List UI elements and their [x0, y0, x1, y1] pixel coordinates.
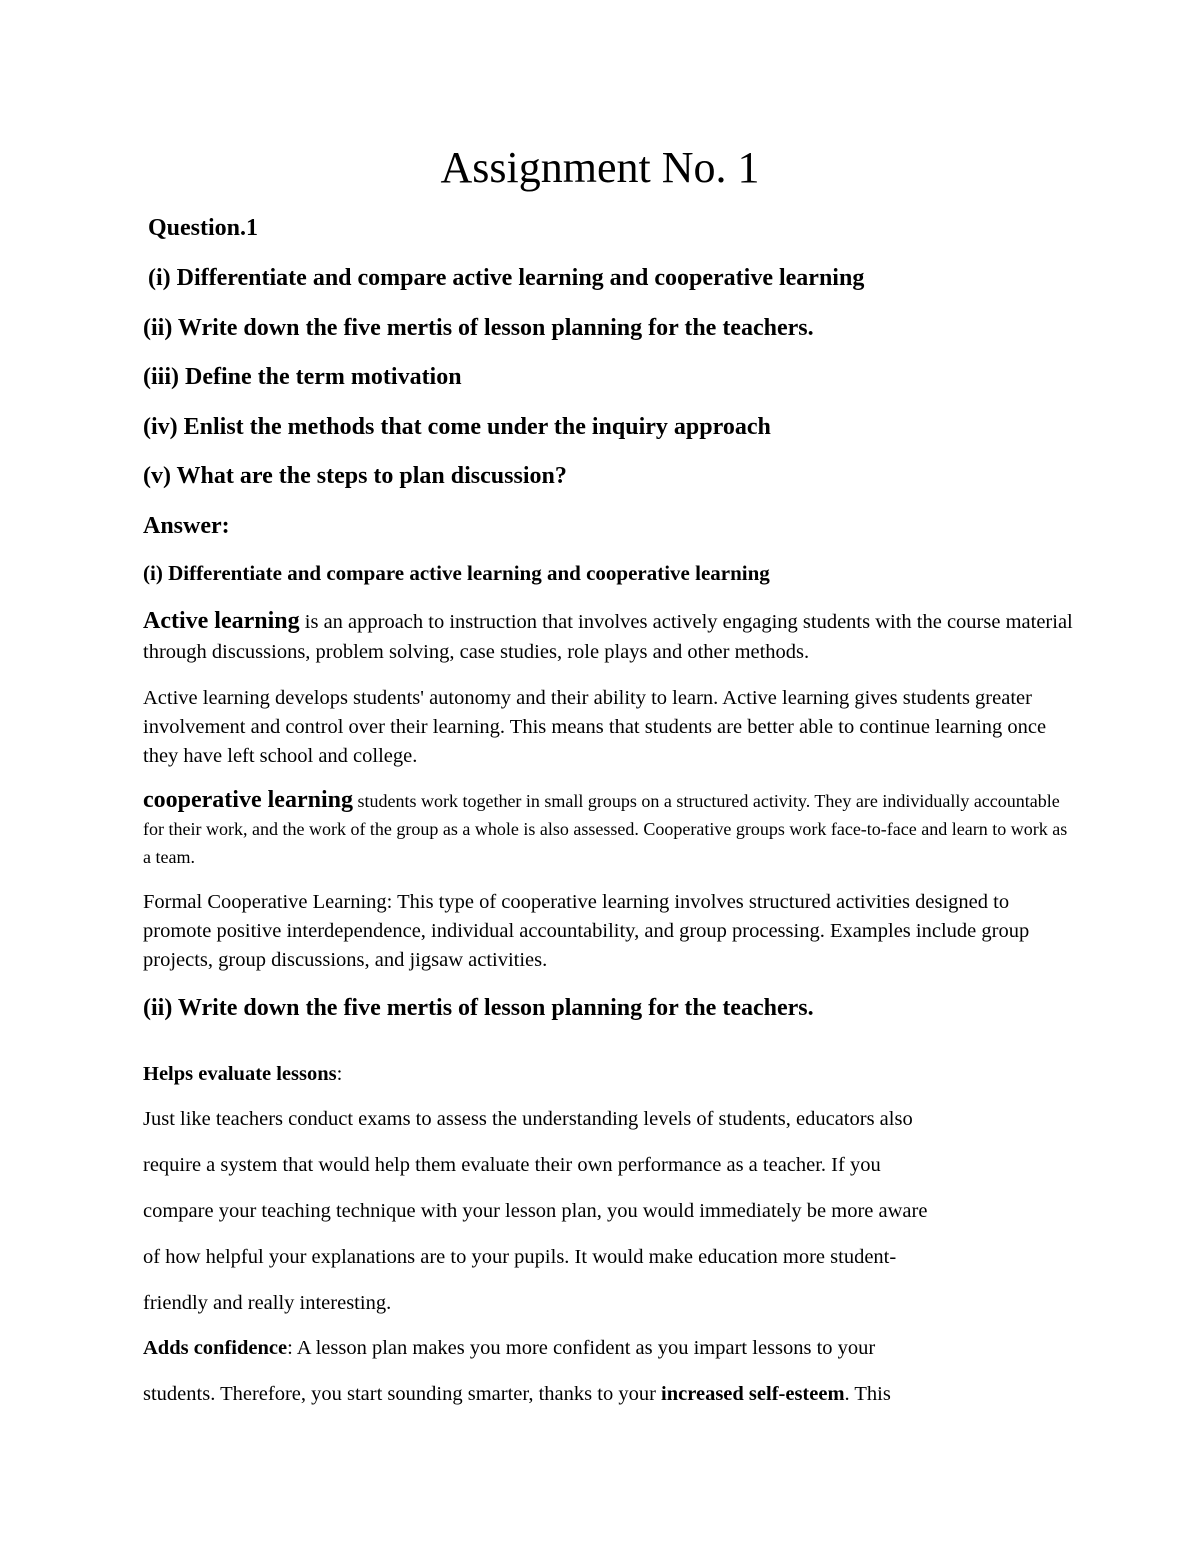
- merit-confidence-line-2: [143, 1380, 891, 1408]
- answer-i-heading: (i) Differentiate and compare active learning and cooperative learning: [143, 561, 770, 585]
- answer-ii-heading: (ii) Write down the five mertis of lesson planning for the teachers.: [143, 995, 814, 1021]
- merit-evaluate-line-3: compare your teaching technique with your lesson plan, you would immediately be more aware: [143, 1200, 928, 1222]
- merit-evaluate-line-4: of how helpful your explanations are to your pupils. It would make education more student-: [143, 1246, 897, 1268]
- answer-label: Answer:: [143, 513, 230, 539]
- active-learning-term: Active learning: [143, 608, 300, 634]
- increased-self-esteem: increased self-esteem: [661, 1383, 845, 1405]
- question-item-ii: (ii) Write down the five mertis of lesson planning for the teachers.: [143, 315, 814, 341]
- merit-confidence-line-1: [143, 1334, 875, 1362]
- merit-confidence-heading: Adds confidence: [143, 1337, 288, 1359]
- cooperative-learning-definition: students work together in small groups on a structured activity. They are individually accountable for their work, and the work of the group as a whole is also assessed. Cooperative groups work face-to-face and learn to work as a team.: [143, 791, 1068, 867]
- question-item-iv: (iv) Enlist the methods that come under the inquiry approach: [143, 414, 771, 440]
- assignment-title: Assignment No. 1: [440, 143, 760, 192]
- merit-evaluate-line-2: require a system that would help them evaluate their own performance as a teacher. If you: [143, 1154, 881, 1176]
- cooperative-learning-paragraph: [143, 786, 1078, 871]
- active-learning-paragraph: [143, 606, 1078, 667]
- merit-evaluate-heading-line: [143, 1061, 342, 1087]
- question-label: Question.1: [148, 215, 259, 241]
- merit-confidence-line2-end: . This: [844, 1383, 891, 1405]
- formal-cooperative-learning: Formal Cooperative Learning: This type of cooperative learning involves structured activities designed to promote positive interdependence, individual accountability, and group processing. Examples include group projects, group discussions, and jigsaw activities.: [143, 891, 1030, 971]
- merit-evaluate-heading: Helps evaluate lessons: [143, 1063, 337, 1085]
- merit-evaluate-colon: :: [336, 1063, 343, 1085]
- merit-evaluate-line-5: friendly and really interesting.: [143, 1292, 392, 1314]
- question-item-i: (i) Differentiate and compare active learning and cooperative learning: [148, 265, 865, 291]
- cooperative-learning-term: cooperative learning: [143, 787, 353, 813]
- active-learning-detail: Active learning develops students' autonomy and their ability to learn. Active learning gives students greater involvement and control over their learning. This means that students are better able to continue learning once they have left school and college.: [143, 687, 1047, 767]
- question-item-v: (v) What are the steps to plan discussion?: [143, 463, 567, 489]
- merit-evaluate-line-1: Just like teachers conduct exams to assess the understanding levels of students, educators also: [143, 1108, 913, 1130]
- active-learning-definition: is an approach to instruction that involves actively engaging students with the course material through discussions, problem solving, case studies, role plays and other methods.: [143, 611, 1073, 663]
- merit-confidence-line1-rest: : A lesson plan makes you more confident as you impart lessons to your: [287, 1337, 876, 1359]
- merit-confidence-line2-start: students. Therefore, you start sounding smarter, thanks to your: [143, 1383, 662, 1405]
- question-item-iii: (iii) Define the term motivation: [143, 364, 462, 390]
